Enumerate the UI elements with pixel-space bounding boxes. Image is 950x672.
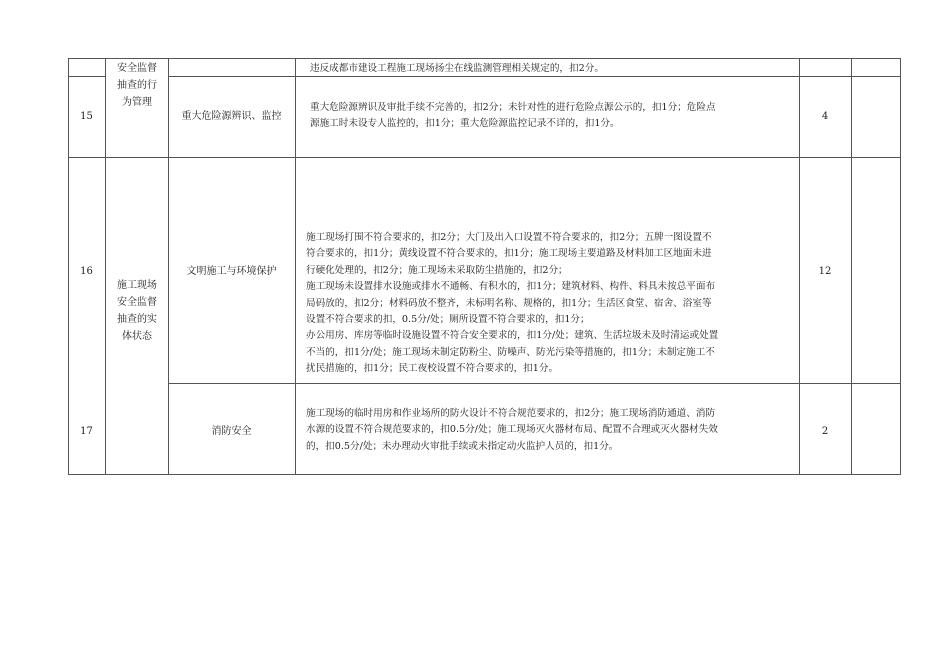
category-cell bbox=[106, 277, 168, 345]
table-top-border bbox=[68, 58, 901, 59]
content-line: 设置不符合要求的扣，0.5分/处；厕所设置不符合要求的，扣1分； bbox=[306, 314, 590, 326]
row-number: 16 bbox=[80, 266, 93, 277]
category-line: 施工现场 bbox=[117, 280, 157, 291]
content-line: 扰民措施的，扣1分；民工夜校设置不符合要求的，扣1分。 bbox=[306, 363, 559, 375]
category-line: 为管理 bbox=[122, 97, 152, 108]
check-item: 文明施工与环境保护 bbox=[186, 266, 277, 277]
content-line: 不当的，扣1分/处；施工现场未制定防粉尘、防噪声、防光污染等措施的，扣1分；未制定施工不 bbox=[306, 346, 715, 358]
category-line: 抽查的实 bbox=[117, 314, 157, 325]
score: 4 bbox=[821, 111, 829, 122]
deduction-content bbox=[310, 100, 716, 133]
deduction-content bbox=[306, 230, 718, 378]
content-line: 重大危险源辨识及审批手续不完善的，扣2分；未针对性的进行危险点源公示的，扣1分；危险点 bbox=[310, 102, 716, 113]
category-line: 抽查的行 bbox=[117, 80, 157, 91]
deduction-content: 违反成都市建设工程施工现场扬尘在线监测管理相关规定的，扣2分。 bbox=[310, 63, 604, 74]
col-divider bbox=[295, 58, 296, 475]
row-number: 15 bbox=[80, 111, 93, 122]
col-divider bbox=[851, 58, 852, 475]
content-line: 局码放的，扣2分；材料码放不整齐，未标明名称、规格的，扣1分；生活区食堂、宿舍、浴室等 bbox=[306, 297, 712, 309]
category-line: 体状态 bbox=[122, 331, 152, 342]
content-line: 的，扣0.5分/处；未办理动火审批手续或未指定动火监护人员的，扣1分。 bbox=[306, 440, 619, 452]
row-number: 17 bbox=[80, 426, 93, 437]
table-bottom-border bbox=[68, 474, 901, 475]
row-divider bbox=[68, 76, 105, 77]
content-line: 施工现场未设置排水设施或排水不通畅、有积水的，扣1分；建筑材料、构件、料具未按总平面布 bbox=[306, 281, 716, 293]
content-line: 施工现场的临时用房和作业场所的防火设计不符合规范要求的，扣2分；施工现场消防通道、消防 bbox=[306, 408, 716, 419]
col-divider bbox=[900, 58, 901, 475]
deduction-content bbox=[306, 406, 718, 455]
score: 12 bbox=[818, 266, 832, 277]
check-item: 重大危险源辨识、监控 bbox=[181, 111, 282, 122]
check-item: 消防安全 bbox=[211, 426, 252, 437]
category-line: 安全监督 bbox=[117, 297, 157, 308]
content-line: 行硬化处理的，扣2分；施工现场未采取防尘措施的，扣2分； bbox=[306, 264, 568, 276]
content-line: 符合要求的，扣1分；黄线设置不符合要求的，扣1分；施工现场主要道路及材料加工区地面未进 bbox=[306, 248, 712, 260]
row-divider bbox=[168, 383, 901, 384]
content-line: 办公用房、库房等临时设施设置不符合安全要求的，扣1分/处；建筑、生活垃圾未及时清运或处置 bbox=[306, 330, 719, 342]
row-divider bbox=[68, 157, 901, 158]
score: 2 bbox=[821, 426, 829, 437]
content-line: 施工现场打围不符合要求的，扣2分；大门及出入口设置不符合要求的，扣2分；五牌一图设置不 bbox=[306, 232, 712, 243]
content-line: 源施工时未设专人监控的，扣1分；重大危险源监控记录不详的，扣1分。 bbox=[310, 118, 620, 130]
content-line: 水源的设置不符合规范要求的，扣0.5分/处；施工现场灭火器材布局、配置不合理或灭火器材失效 bbox=[306, 424, 718, 436]
col-divider bbox=[105, 58, 106, 475]
category-cell bbox=[106, 60, 168, 111]
category-line: 安全监督 bbox=[117, 63, 157, 74]
